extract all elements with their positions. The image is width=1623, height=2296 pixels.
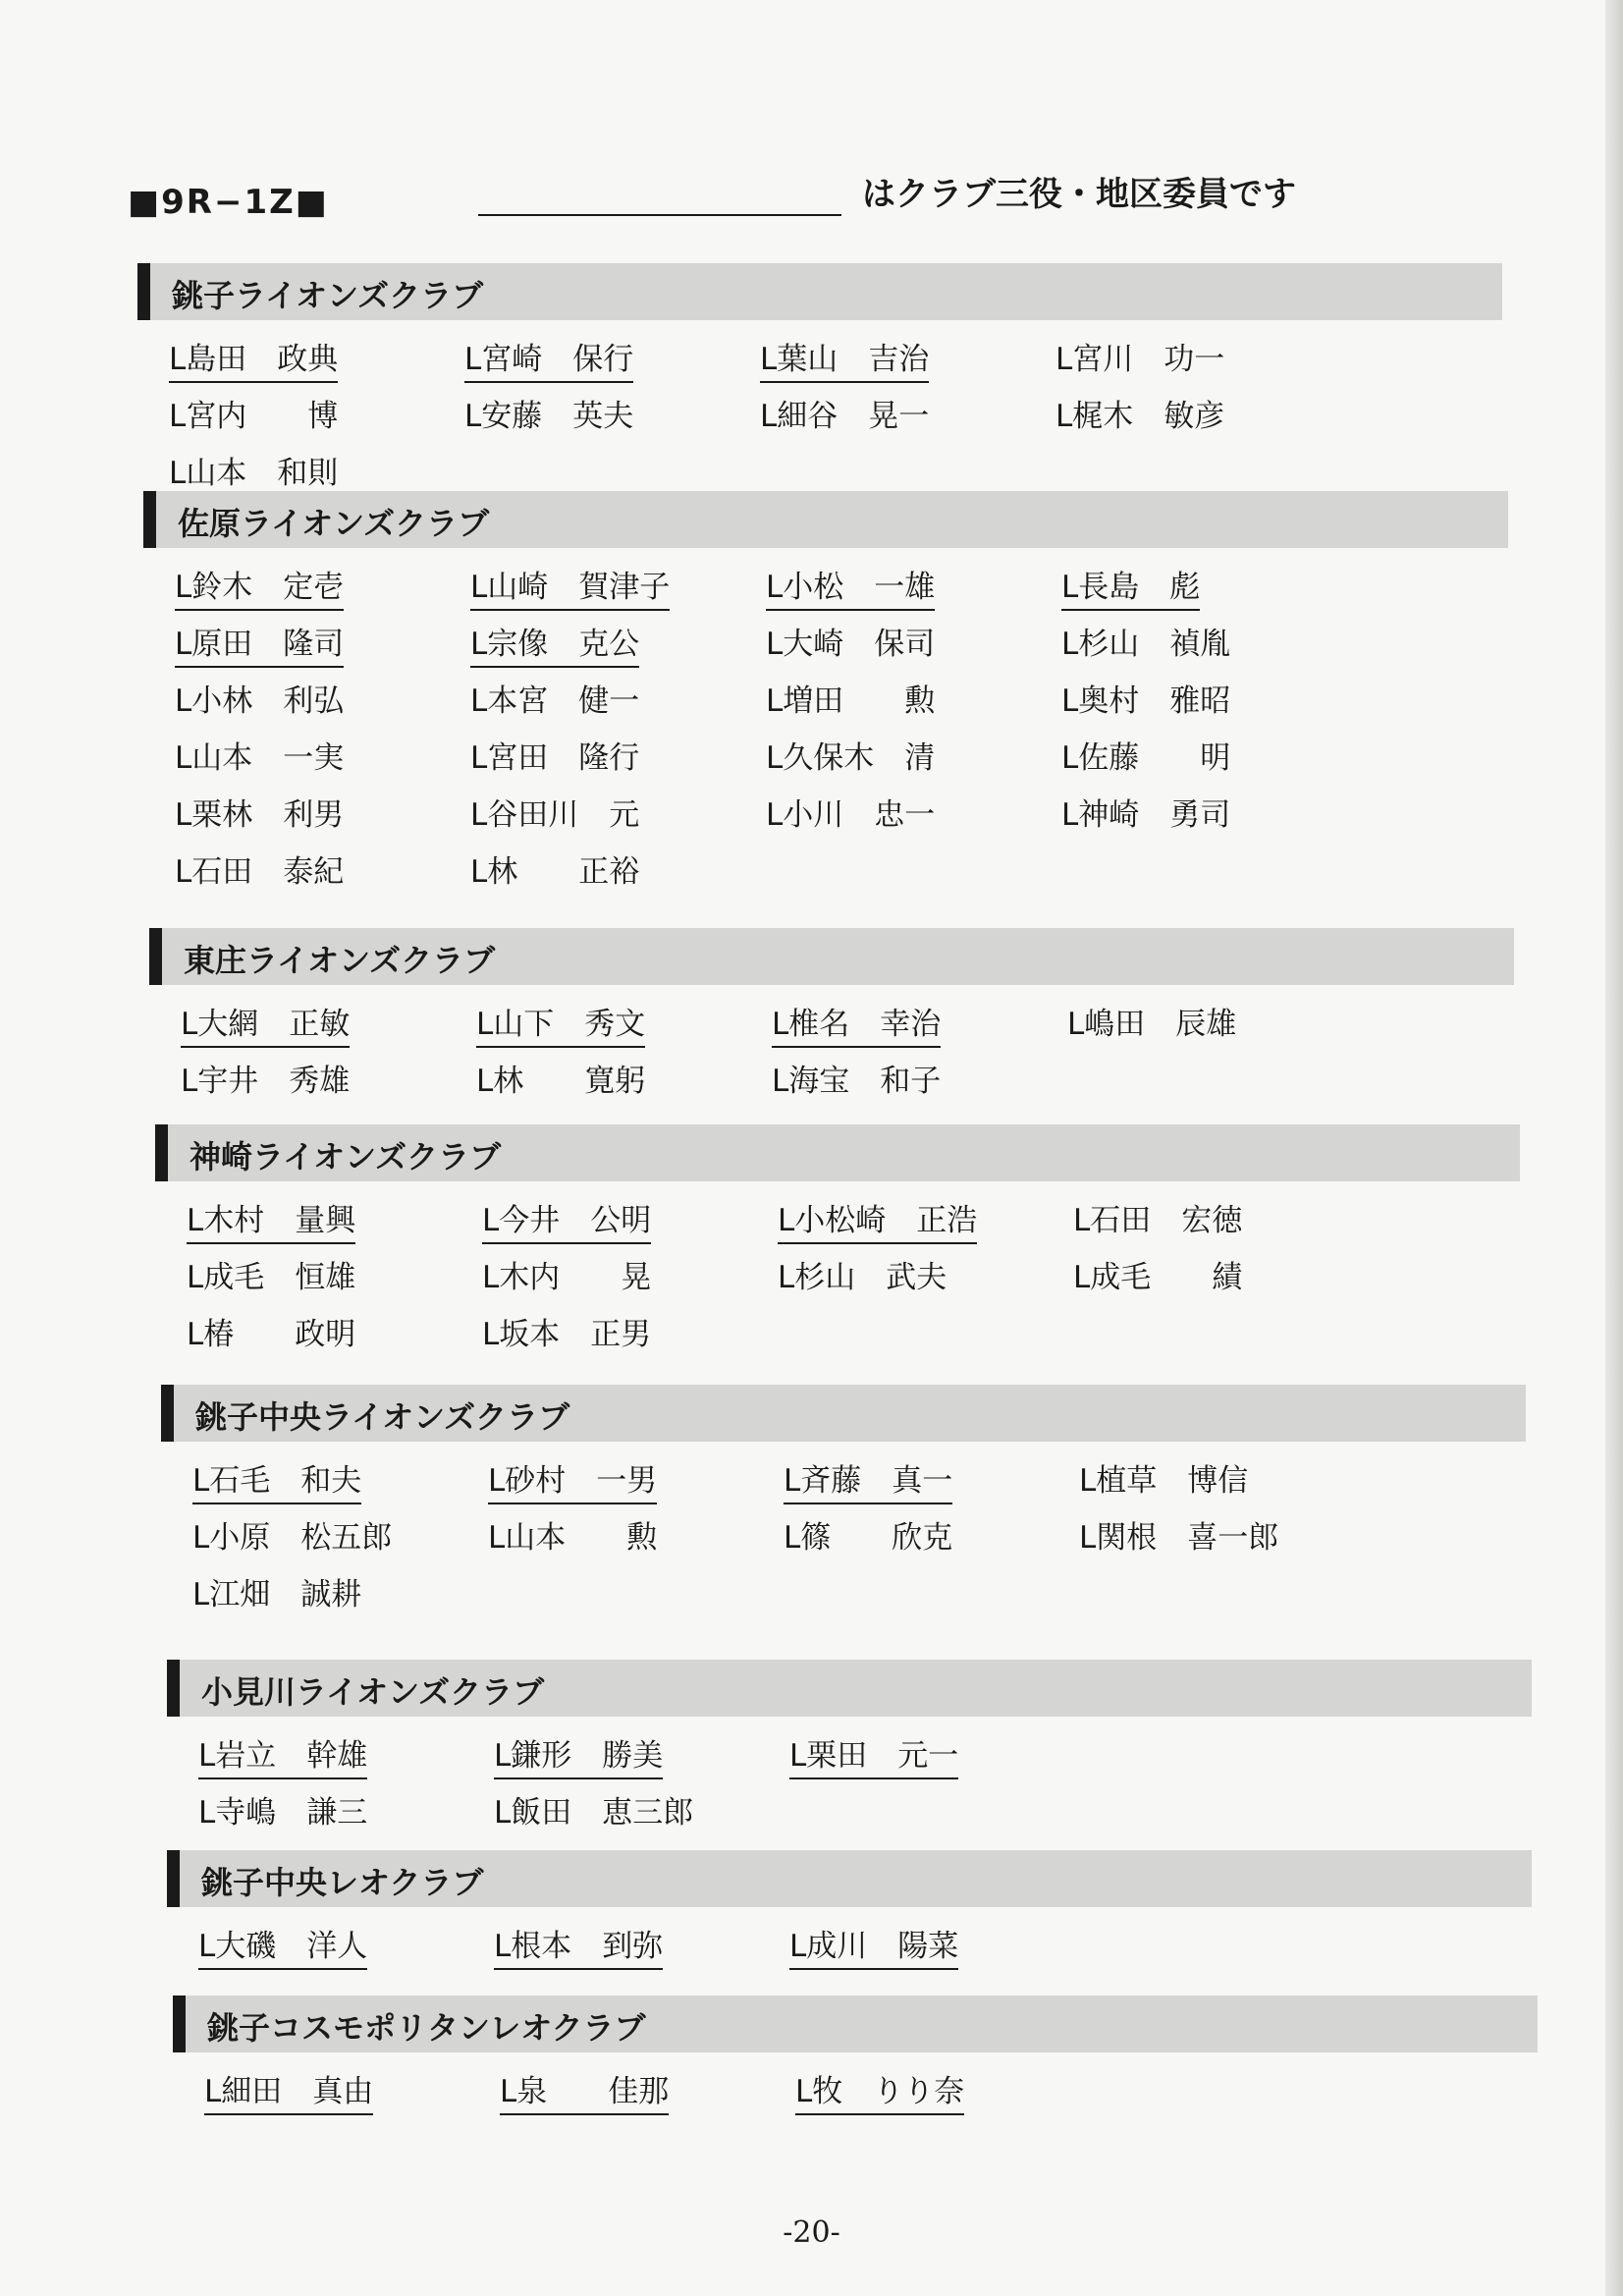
member-entry xyxy=(766,550,1061,607)
member-entry xyxy=(1079,1501,1375,1558)
member-name: L斉藤 真一 xyxy=(784,1455,952,1504)
member-entry xyxy=(198,1909,494,1966)
club-section xyxy=(161,1385,1526,1614)
member-entry xyxy=(1061,778,1357,835)
member-entry xyxy=(470,778,766,835)
member-entry xyxy=(789,1719,1085,1776)
member-name: L栗林 利男 xyxy=(175,797,345,833)
member-entry xyxy=(470,835,766,892)
club-header-band xyxy=(149,928,1514,985)
member-entry xyxy=(488,1444,784,1501)
club-name: 神崎ライオンズクラブ xyxy=(189,1138,502,1175)
member-entry xyxy=(1055,322,1351,379)
member-name: L石田 泰紀 xyxy=(175,854,345,890)
club-name: 東庄ライオンズクラブ xyxy=(184,942,496,979)
member-name: L梶木 敏彦 xyxy=(1055,399,1225,434)
member-entry xyxy=(192,1558,488,1614)
member-grid xyxy=(169,322,1502,493)
club-section xyxy=(149,928,1514,1101)
member-name: L根本 到弥 xyxy=(494,1921,663,1970)
club-section xyxy=(155,1124,1520,1354)
member-entry xyxy=(187,1240,482,1297)
member-name: L木内 晃 xyxy=(482,1260,652,1295)
member-name: L成川 陽菜 xyxy=(789,1921,958,1970)
club-name: 佐原ライオンズクラブ xyxy=(178,505,490,542)
page-number: -20- xyxy=(783,2215,840,2250)
member-name: L小松崎 正浩 xyxy=(778,1195,977,1244)
member-name: L細田 真由 xyxy=(204,2066,373,2115)
member-entry xyxy=(1073,1240,1369,1297)
member-entry xyxy=(175,778,470,835)
member-entry xyxy=(778,1183,1073,1240)
member-entry xyxy=(1061,550,1357,607)
member-entry xyxy=(1061,721,1357,778)
member-name: L山本 和則 xyxy=(169,456,339,491)
member-name: L山本 一実 xyxy=(175,740,345,776)
member-entry xyxy=(784,1501,1079,1558)
member-entry xyxy=(1055,379,1351,436)
club-header-band xyxy=(173,1995,1538,2052)
member-name: L大磯 洋人 xyxy=(198,1921,367,1970)
member-name: L小松 一雄 xyxy=(766,562,935,611)
member-name: L久保木 清 xyxy=(766,740,936,776)
member-grid xyxy=(198,1909,1532,1966)
member-entry xyxy=(778,1240,1073,1297)
member-name: L牧 りり奈 xyxy=(795,2066,964,2115)
member-name: L細谷 晃一 xyxy=(760,399,930,434)
member-name: L原田 隆司 xyxy=(175,619,344,668)
member-name: L奥村 雅昭 xyxy=(1061,683,1231,719)
member-entry xyxy=(766,778,1061,835)
member-name: L杉山 武夫 xyxy=(778,1260,947,1295)
member-entry xyxy=(1061,664,1357,721)
member-entry xyxy=(494,1776,789,1832)
member-name: L今井 公明 xyxy=(482,1195,651,1244)
member-entry xyxy=(204,2054,500,2111)
club-name: 小見川ライオンズクラブ xyxy=(201,1673,545,1711)
member-entry xyxy=(482,1297,778,1354)
member-entry xyxy=(175,721,470,778)
member-name: L小林 利弘 xyxy=(175,683,345,719)
club-header-band xyxy=(161,1385,1526,1442)
member-grid xyxy=(198,1719,1532,1832)
member-name: L椎名 幸治 xyxy=(772,999,941,1048)
member-entry xyxy=(192,1501,488,1558)
member-name: L本宮 健一 xyxy=(470,683,640,719)
member-entry xyxy=(198,1719,494,1776)
zone-label: ■9R−1Z■ xyxy=(128,183,329,222)
member-entry xyxy=(181,1044,476,1101)
member-entry xyxy=(482,1183,778,1240)
member-grid xyxy=(204,2054,1538,2111)
member-entry xyxy=(470,721,766,778)
member-entry xyxy=(789,1909,1085,1966)
member-grid xyxy=(192,1444,1526,1614)
member-entry xyxy=(766,664,1061,721)
zone-header xyxy=(128,167,1502,226)
member-name: L佐藤 明 xyxy=(1061,740,1231,776)
club-header-band xyxy=(155,1124,1520,1181)
member-entry xyxy=(795,2054,1091,2111)
member-name: L嶋田 辰雄 xyxy=(1067,1007,1237,1042)
member-entry xyxy=(464,379,760,436)
page-binding-edge xyxy=(1605,0,1623,2296)
member-name: L神崎 勇司 xyxy=(1061,797,1231,833)
member-name: L長島 彪 xyxy=(1061,562,1200,611)
member-name: L宇井 秀雄 xyxy=(181,1064,351,1099)
member-entry xyxy=(766,607,1061,664)
member-entry xyxy=(169,322,464,379)
member-name: L木村 量興 xyxy=(187,1195,355,1244)
member-empty-slot xyxy=(1085,1719,1380,1776)
club-section xyxy=(137,263,1502,493)
club-header-band xyxy=(137,263,1502,320)
member-entry xyxy=(766,721,1061,778)
club-header-band xyxy=(167,1850,1532,1907)
member-entry xyxy=(470,607,766,664)
member-name: L石毛 和夫 xyxy=(192,1455,361,1504)
member-grid xyxy=(187,1183,1520,1354)
member-entry xyxy=(1061,607,1357,664)
club-section xyxy=(143,491,1508,892)
member-name: L鎌形 勝美 xyxy=(494,1730,663,1779)
member-name: L飯田 恵三郎 xyxy=(494,1795,694,1831)
legend-underline-sample xyxy=(478,214,841,216)
member-name: L海宝 和子 xyxy=(772,1064,942,1099)
member-entry xyxy=(187,1297,482,1354)
member-name: L石田 宏徳 xyxy=(1073,1203,1243,1238)
club-name: 銚子中央ライオンズクラブ xyxy=(195,1398,570,1436)
member-name: L砂村 一男 xyxy=(488,1455,657,1504)
member-name: L篠 欣克 xyxy=(784,1520,953,1556)
member-name: L鈴木 定壱 xyxy=(175,562,344,611)
member-grid xyxy=(175,550,1508,892)
member-name: L谷田川 元 xyxy=(470,797,640,833)
member-entry xyxy=(169,379,464,436)
member-name: L坂本 正男 xyxy=(482,1317,652,1352)
member-name: L成毛 績 xyxy=(1073,1260,1243,1295)
member-entry xyxy=(494,1719,789,1776)
member-name: L増田 勲 xyxy=(766,683,936,719)
member-name: L島田 政典 xyxy=(169,334,338,383)
member-name: L葉山 吉治 xyxy=(760,334,929,383)
member-name: L宗像 克公 xyxy=(470,619,639,668)
club-name: 銚子中央レオクラブ xyxy=(201,1864,484,1901)
member-entry xyxy=(470,550,766,607)
member-name: L栗田 元一 xyxy=(789,1730,958,1779)
club-name: 銚子コスモポリタンレオクラブ xyxy=(207,2009,646,2047)
member-entry xyxy=(760,322,1055,379)
member-grid xyxy=(181,987,1514,1101)
member-entry xyxy=(181,987,476,1044)
member-entry xyxy=(482,1240,778,1297)
member-entry xyxy=(772,1044,1067,1101)
member-name: L寺嶋 謙三 xyxy=(198,1795,368,1831)
member-name: L泉 佳那 xyxy=(500,2066,669,2115)
member-name: L山本 勲 xyxy=(488,1520,658,1556)
member-name: L大崎 保司 xyxy=(766,627,936,662)
member-entry xyxy=(464,322,760,379)
member-entry xyxy=(175,664,470,721)
member-name: L植草 博信 xyxy=(1079,1463,1249,1499)
member-entry xyxy=(192,1444,488,1501)
member-name: L安藤 英夫 xyxy=(464,399,634,434)
member-name: L林 正裕 xyxy=(470,854,640,890)
member-name: L大網 正敏 xyxy=(181,999,350,1048)
club-name: 銚子ライオンズクラブ xyxy=(172,277,484,314)
club-header-band xyxy=(167,1660,1532,1717)
member-entry xyxy=(198,1776,494,1832)
member-name: L成毛 恒雄 xyxy=(187,1260,356,1295)
member-name: L山下 秀文 xyxy=(476,999,645,1048)
club-section xyxy=(167,1660,1532,1832)
member-name: L宮崎 保行 xyxy=(464,334,633,383)
member-entry xyxy=(169,436,464,493)
club-header-band xyxy=(143,491,1508,548)
member-name: L岩立 幹雄 xyxy=(198,1730,367,1779)
member-entry xyxy=(175,835,470,892)
member-name: L小原 松五郎 xyxy=(192,1520,393,1556)
member-entry xyxy=(175,550,470,607)
member-name: L林 寛躬 xyxy=(476,1064,646,1099)
club-section xyxy=(167,1850,1532,1966)
member-entry xyxy=(470,664,766,721)
member-name: L宮内 博 xyxy=(169,399,339,434)
member-entry xyxy=(1067,987,1363,1044)
member-entry xyxy=(772,987,1067,1044)
member-name: L山崎 賀津子 xyxy=(470,562,670,611)
member-entry xyxy=(500,2054,795,2111)
member-entry xyxy=(476,987,772,1044)
member-entry xyxy=(488,1501,784,1558)
member-entry xyxy=(784,1444,1079,1501)
member-name: L小川 忠一 xyxy=(766,797,936,833)
member-entry xyxy=(1073,1183,1369,1240)
member-name: L椿 政明 xyxy=(187,1317,356,1352)
member-entry xyxy=(187,1183,482,1240)
member-name: L杉山 禎胤 xyxy=(1061,627,1231,662)
member-entry xyxy=(476,1044,772,1101)
member-entry xyxy=(1079,1444,1375,1501)
legend-text: はクラブ三役・地区委員です xyxy=(862,175,1296,214)
club-section xyxy=(173,1995,1538,2111)
member-name: L江畑 誠耕 xyxy=(192,1577,362,1613)
member-name: L関根 喜一郎 xyxy=(1079,1520,1279,1556)
member-entry xyxy=(760,379,1055,436)
member-name: L宮川 功一 xyxy=(1055,342,1225,377)
member-entry xyxy=(494,1909,789,1966)
member-entry xyxy=(175,607,470,664)
member-name: L宮田 隆行 xyxy=(470,740,640,776)
